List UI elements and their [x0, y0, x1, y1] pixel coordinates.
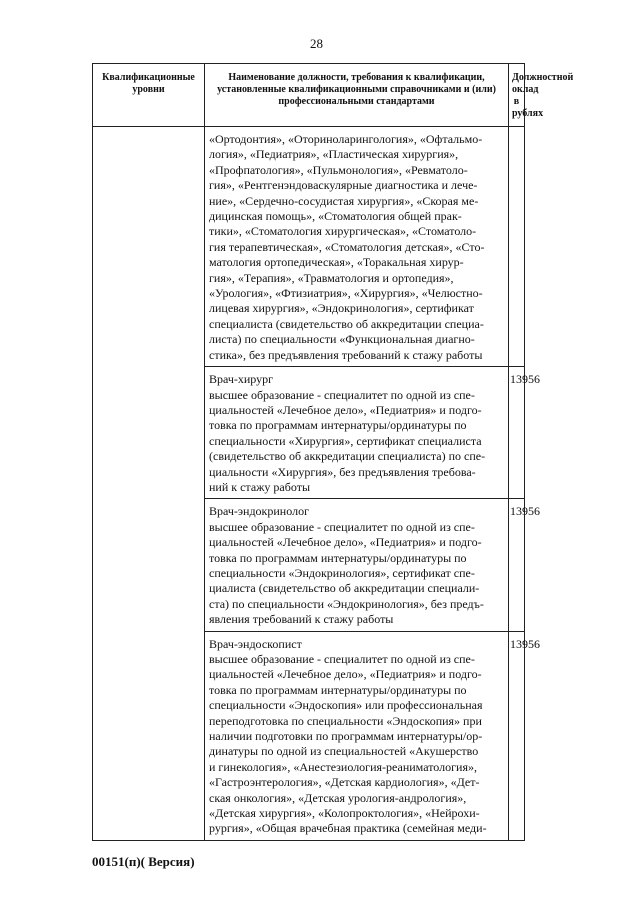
header-salary: Должностной оклад в рублях — [509, 64, 525, 127]
table-header-row — [93, 64, 525, 127]
position-text: Врач-эндокринолог высшее образование - специалитет по одной из спе- циальностей «Лечебное дело», «Педиатрия» и подго- товка по программам интернатуры/ординатуры по специальности «Эндокринология», сертификат спе- циалиста (свидетельство об аккредитации специали- ста) по специальности «Эндокринология», без предъ- явления требований к стажу работы — [209, 504, 484, 627]
header-levels: Квалификационные уровни — [93, 64, 205, 127]
position-text: Врач-хирург высшее образование - специалитет по одной из спе- циальностей «Лечебное дело», «Педиатрия» и подго- товка по программам интернатуры/ординатуры по специальности «Хирургия», сертификат специалиста (свидетельство об аккредитации специалиста) по спе- циальности «Хирургия», без предъявления требова- ний к стажу работы — [209, 372, 486, 494]
page-number: 28 — [310, 36, 323, 51]
position-text: Врач-эндоскопист высшее образование - специалитет по одной из спе- циальностей «Лечебное дело», «Педиатрия» и подго- товка по программам интернатуры/ординатуры по специальности «Эндоскопия» или профессиональная переподготовка по специальности «Эндоскопия» при наличии подготовки по программам интернатуры/ор- динатуры по одной из специальностей «Акушерство и гинекология», «Анестезиология-реаниматология», «Гастроэнтерология», «Детская кардиология», «Дет- ская онкология», «Детская урология-андрология», «Детская хирургия», «Колопроктология», «Нейрохи- рургия», «Общая врачебная практика (семейная меди- — [209, 636, 487, 836]
position-cell — [205, 631, 509, 840]
position-text: «Ортодонтия», «Оториноларингология», «Офтальмо- логия», «Педиатрия», «Пластическая хирургия», «Профпатология», «Пульмонология», «Ревматоло- гия», «Рентгенэндоваскулярные диагностика и лече- ние», «Сердечно-сосудистая хирургия», «Скорая ме- дицинская помощь», «Стоматология общей прак- тики», «Стоматология хирургическая», «Стоматоло- гия терапевтическая», «Стоматология детская», «Сто- матология ортопедическая», «Торакальная хирур- гия», «Терапия», «Травматология и ортопедия», «Урология», «Фтизиатрия», «Хирургия», «Челюстно- лицевая хирургия», «Эндокринология», сертификат специалиста (свидетельство об аккредитации специа- листа) по специальности «Функциональная диагно- стика», без предъявления требований к стажу работы — [209, 132, 485, 362]
qualification-table — [92, 63, 574, 841]
position-cell — [205, 127, 509, 367]
levels-cell — [93, 127, 205, 841]
table-row — [93, 127, 525, 367]
salary-cell: 13956 — [509, 499, 525, 631]
document-footer-code: 00151(п)( Версия) — [92, 854, 195, 869]
position-cell — [205, 499, 509, 631]
header-position: Наименование должности, требования к квалификации, установленные квалификационными справочниками и (или) профессиональными стандартами — [205, 64, 509, 127]
position-cell — [205, 367, 509, 499]
salary-cell — [509, 127, 525, 367]
salary-cell: 13956 — [509, 367, 525, 499]
salary-cell: 13956 — [509, 631, 525, 840]
